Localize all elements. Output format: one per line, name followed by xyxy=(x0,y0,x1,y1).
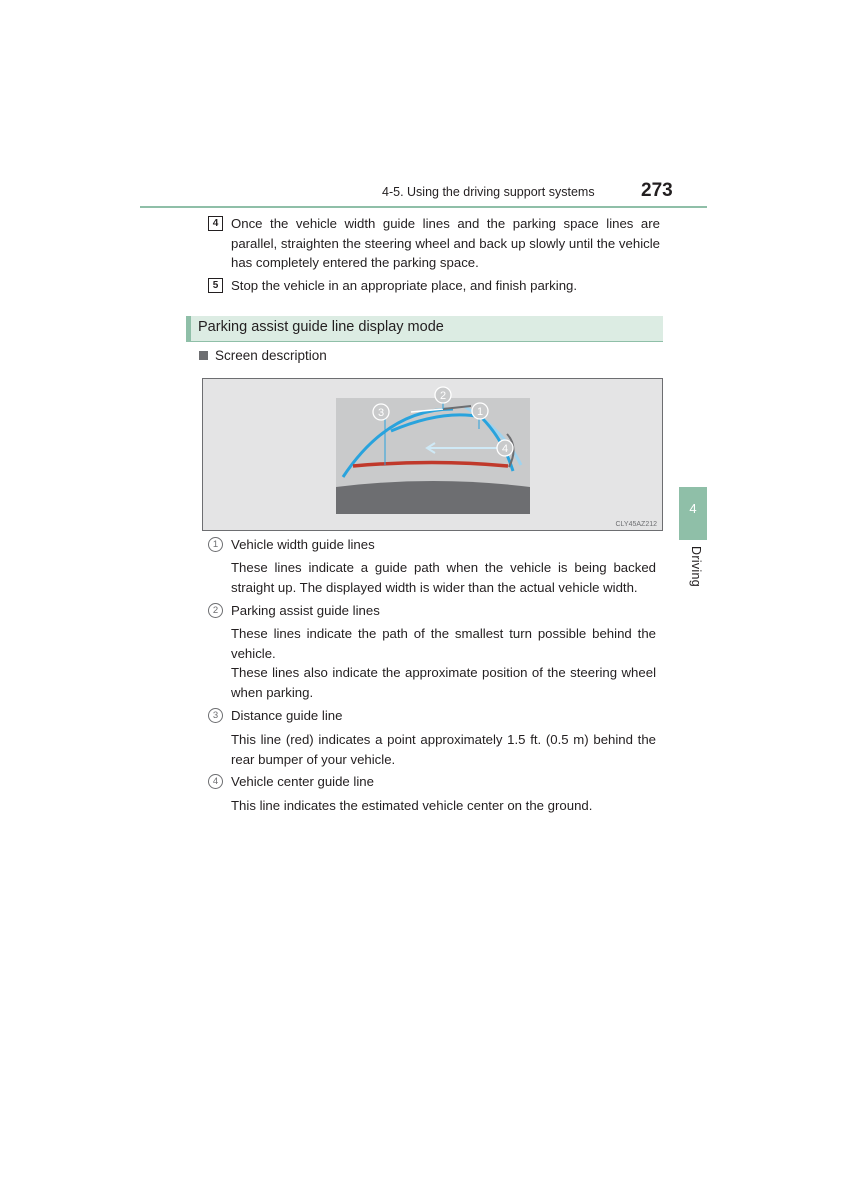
svg-text:4: 4 xyxy=(501,443,509,455)
step-4 xyxy=(208,214,660,273)
chapter-tab xyxy=(679,487,707,540)
item-description: These lines also indicate the approximate position of the steering wheel when parking. xyxy=(231,665,656,700)
circled-number: 1 xyxy=(208,537,223,552)
callout-3 xyxy=(373,404,389,420)
step-text: Stop the vehicle in an appropriate place, and finish parking. xyxy=(231,278,578,293)
sub-heading xyxy=(199,348,327,363)
item-description: This line indicates the estimated vehicle center on the ground. xyxy=(231,798,593,813)
figure-code: CLY45AZ212 xyxy=(615,521,657,528)
item-title: Vehicle center guide line xyxy=(231,774,374,789)
item-description: This line (red) indicates a point approximately 1.5 ft. (0.5 m) behind the rear bumper of your vehicle. xyxy=(231,732,656,767)
circled-number: 4 xyxy=(208,774,223,789)
step-number-badge: 4 xyxy=(208,216,223,231)
item-description: These lines indicate a guide path when the vehicle is being backed straight up. The displayed width is wider than the actual vehicle width. xyxy=(231,560,656,595)
rear-bumper xyxy=(336,481,530,514)
legend-item-1 xyxy=(208,536,658,554)
callout-1 xyxy=(472,403,488,419)
section-title: Parking assist guide line display mode xyxy=(198,319,444,335)
header-divider xyxy=(140,206,707,208)
legend-item-2 xyxy=(208,602,658,620)
guide-lines-illustration xyxy=(203,379,663,531)
camera-screen-figure xyxy=(202,378,663,531)
item-description: These lines indicate the path of the smallest turn possible behind the vehicle. xyxy=(231,626,656,661)
chapter-label: Driving xyxy=(689,546,703,587)
item-title: Parking assist guide lines xyxy=(231,603,380,618)
legend-item-4 xyxy=(208,773,658,791)
svg-text:3: 3 xyxy=(377,407,385,419)
circled-number: 3 xyxy=(208,708,223,723)
svg-text:2: 2 xyxy=(439,390,447,402)
step-5 xyxy=(208,276,660,296)
square-bullet-icon xyxy=(199,351,208,360)
callout-4 xyxy=(497,440,513,456)
sub-heading-text: Screen description xyxy=(215,348,327,363)
chapter-number: 4 xyxy=(689,501,697,516)
step-number-badge: 5 xyxy=(208,278,223,293)
legend-item-3 xyxy=(208,707,658,725)
step-text: Once the vehicle width guide lines and the parking space lines are parallel, straighten the steering wheel and back up slowly until the vehicle has completely entered the parking space. xyxy=(231,216,660,270)
section-heading-bar xyxy=(186,316,663,342)
item-title: Distance guide line xyxy=(231,708,343,723)
svg-text:1: 1 xyxy=(476,406,484,418)
running-header-title: 4-5. Using the driving support systems xyxy=(382,185,595,199)
circled-number: 2 xyxy=(208,603,223,618)
callout-2 xyxy=(435,387,451,403)
item-title: Vehicle width guide lines xyxy=(231,537,375,552)
page-number: 273 xyxy=(641,180,673,201)
